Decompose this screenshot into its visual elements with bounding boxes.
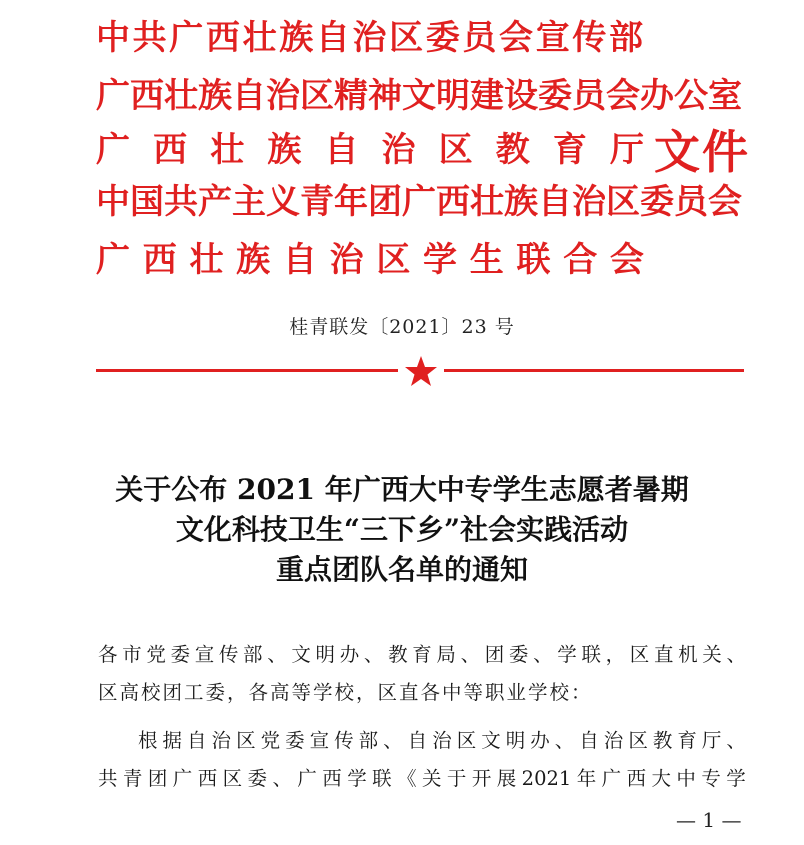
header-line-propaganda-dept: 中 共 广 西 壮 族 自 治 区 委 员 会 宣 传 部 (96, 18, 644, 58)
recipients-line-1: 各 市 党 委 宣 传 部 、 文 明 办 、 教 育 局 、 团 委 、 学 联 ， 区 直 机 关 、 (98, 643, 746, 666)
red-divider-right (444, 369, 744, 372)
header-line-civilization-office: 广 西 壮 族 自 治 区 精 神 文 明 建 设 委 员 会 办 公 室 (96, 76, 742, 116)
notice-title-line-3: 重点团队名单的通知 (275, 553, 528, 586)
header-line-education-dept: 广 西 壮 族 自 治 区 教 育 厅 (96, 130, 644, 170)
header-line-youth-league: 中 国 共 产 主 义 青 年 团 广 西 壮 族 自 治 区 委 员 会 (96, 182, 742, 222)
notice-title-line-1: 关于公布 2021 年广西大中专学生志愿者暑期 (115, 473, 689, 506)
document-number: 桂青联发〔2021〕23 号 (289, 316, 515, 338)
red-star-icon (404, 355, 438, 387)
recipients-line-2: 区高校团工委，各高等学校，区直各中等职业学校： (98, 681, 593, 704)
paragraph-1-line-1: 根 据 自 治 区 党 委 宣 传 部 、 自 治 区 文 明 办 、 自 治 区 教 育 厅 、 (138, 729, 746, 752)
header-line-student-federation: 广 西 壮 族 自 治 区 学 生 联 合 会 (96, 240, 644, 280)
document-type-label: 文件 (654, 125, 750, 179)
paragraph-1-line-2: 共 青 团 广 西 区 委 、 广 西 学 联 《 关 于 开 展 2021 年 广 西 大 中 专 学 (98, 767, 746, 790)
page-number: — 1 — (676, 808, 742, 832)
red-divider-left (96, 369, 398, 372)
notice-title-line-2: 文化科技卫生“三下乡”社会实践活动 (175, 513, 629, 546)
